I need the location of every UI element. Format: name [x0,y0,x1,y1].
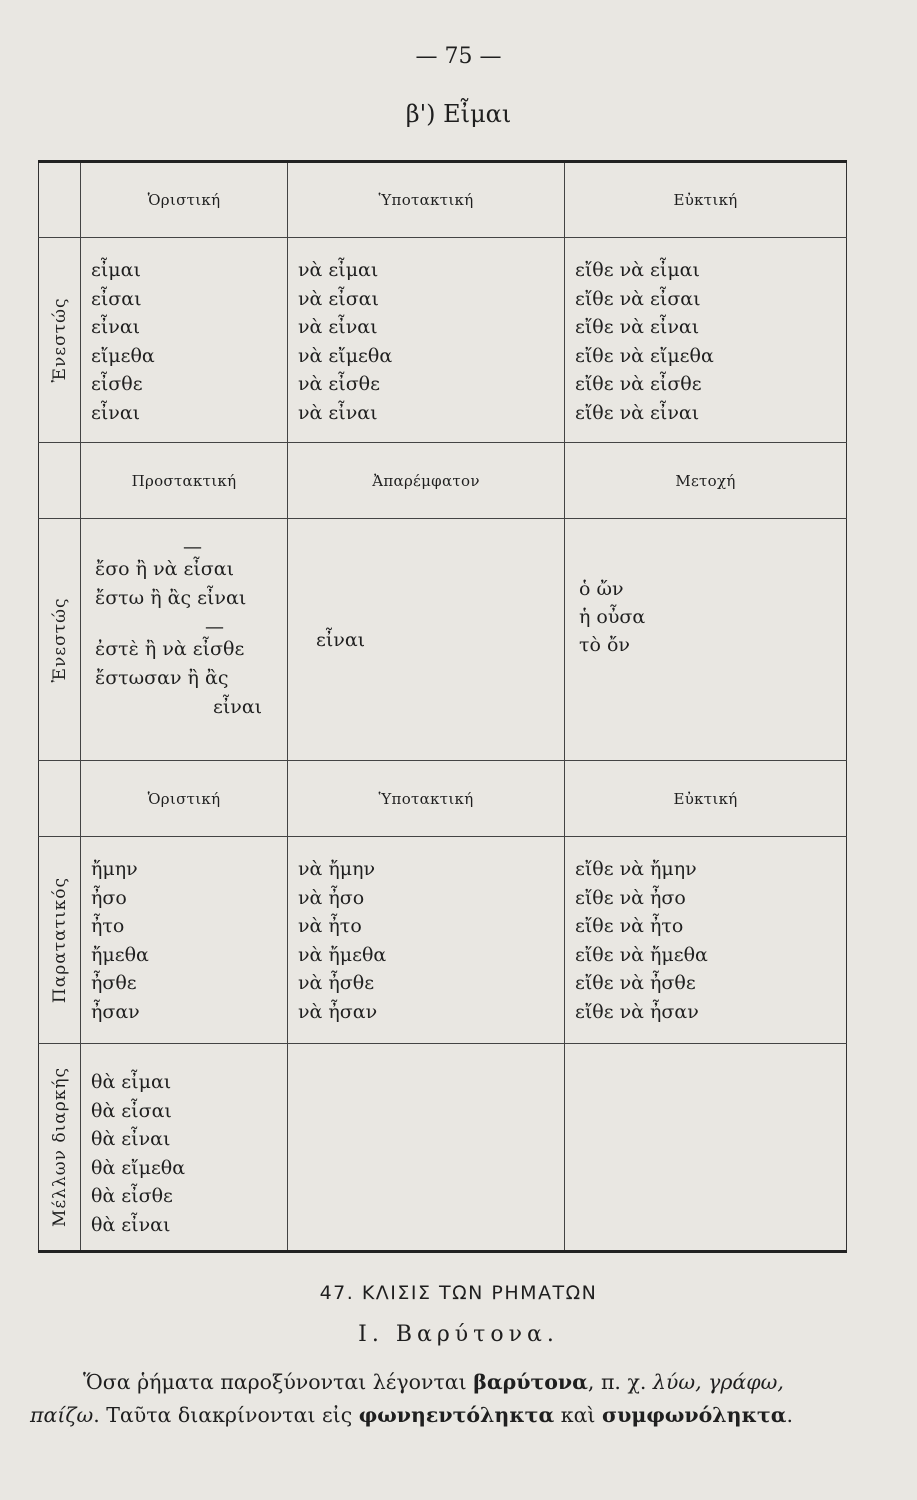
participle-cell [565,519,847,761]
form: ἤμεθα [91,943,149,966]
bold-term: βαρύτονα [473,1370,588,1394]
form: θὰ εἶμαι [91,1071,172,1093]
tense-label: Παρατατικός [39,837,81,1044]
page-number: — 75 — [415,44,502,69]
form: εἴθε νὰ ἦσθε [575,972,696,994]
header-optative: Εὐκτική [565,761,847,837]
form: εἴθε νὰ ἤμεθα [575,943,708,966]
blank-corner [39,443,81,519]
bold-term: φωνηεντόληκτα [358,1403,555,1427]
form: νὰ εἶσθε [298,373,380,395]
form: εἴθε νὰ εἶμαι [575,259,700,281]
header-row-3 [39,761,847,837]
page-title: β') Εἶμαι [405,100,512,128]
form: θὰ εἶσαι [91,1099,172,1122]
imperfect-row [39,837,847,1044]
paragraph-line-1 [38,1366,860,1399]
form: θὰ εἶναι [91,1213,171,1236]
text: . [786,1403,794,1427]
form: νὰ εἶσαι [298,287,379,310]
form: εἴθε νὰ εἶναι [575,401,700,424]
bold-term: συμφωνόληκτα [601,1403,787,1427]
header-imperative: Προστακτική [81,443,288,519]
paragraph-line-2 [30,1399,860,1432]
empty-cell [565,1044,847,1252]
optative-cell [565,837,847,1044]
form: εἴθε νὰ ἦσο [575,886,686,909]
empty-cell [288,1044,565,1252]
form: νὰ ἦτο [298,915,362,937]
form: ἔσο ἢ νὰ εἶσαι [95,558,235,580]
present-row [39,238,847,443]
header-optative: Εὐκτική [565,162,847,238]
form: νὰ εἶναι [298,401,378,424]
header-row-1 [39,162,847,238]
indicative-cell [81,837,288,1044]
header-indicative: Ὁριστική [81,162,288,238]
form: ἤμην [91,858,138,880]
form: εἴμεθα [91,344,155,367]
form: εἴθε νὰ ἦτο [575,915,684,937]
italic-example: παίζω [30,1403,94,1427]
future-continuous-row [39,1044,847,1252]
form: ἦσθε [91,972,137,994]
form: θὰ εἴμεθα [91,1156,186,1179]
form: ἦσο [91,886,127,909]
header-subjunctive: Ὑποτακτική [288,162,565,238]
text: Ὅσα ῥήματα παροξύνονται λέγονται [83,1370,474,1394]
imperative-cell [81,519,288,761]
form: νὰ ἦσο [298,886,365,909]
blank-corner [39,761,81,837]
form: ἔστω ἢ ἂς εἶναι [95,587,247,609]
text: καὶ [554,1403,602,1427]
blank-corner [39,162,81,238]
form: εἴθε νὰ ἤμην [575,858,697,880]
form: ἦτο [91,915,125,937]
header-indicative: Ὁριστική [81,761,288,837]
form: εἴθε νὰ εἶσαι [575,287,701,310]
header-infinitive: Ἀπαρέμφατον [288,443,565,519]
conjugation-table [38,160,847,1253]
header-subjunctive: Ὑποτακτική [288,761,565,837]
subjunctive-cell [288,837,565,1044]
form: νὰ ἤμεθα [298,943,387,966]
infinitive-cell: εἶναι [288,519,565,761]
form: εἶναι [91,401,141,424]
form: νὰ εἶναι [298,316,378,338]
form: εἴθε νὰ εἴμεθα [575,344,714,367]
form: εἴθε νὰ εἶναι [575,316,700,338]
indicative-cell [81,238,288,443]
form: εἴθε νὰ ἦσαν [575,1000,699,1023]
form: εἶναι [91,316,141,338]
optative-cell [565,238,847,443]
form: ἐστὲ ἢ νὰ εἶσθε [95,638,245,660]
dash: — [205,616,224,638]
text: . Ταῦτα διακρίνονται εἰς [93,1403,359,1427]
text: , π. χ. [587,1370,653,1394]
form: τὸ ὄν [579,634,630,656]
dash: — [183,536,202,558]
tense-label: Ἐνεστώς [39,519,81,761]
tense-label: Ἐνεστώς [39,238,81,443]
section-title: 47. ΚΛΙΣΙΣ ΤΩΝ ΡΗΜΑΤΩΝ [319,1282,598,1304]
form: εἴθε νὰ εἶσθε [575,373,702,395]
form: νὰ εἴμεθα [298,344,393,367]
form: ἦσαν [91,1000,140,1023]
form: εἶσαι [91,287,142,310]
form: ἔστωσαν ἢ ἂς [95,667,229,689]
subsection-title: Ι. Βαρύτονα. [358,1322,559,1347]
header-row-2 [39,443,847,519]
paragraph [30,1366,860,1432]
indicative-cell [81,1044,288,1252]
form: νὰ ἦσθε [298,972,375,994]
form: νὰ ἦσαν [298,1000,378,1023]
form: νὰ εἶμαι [298,259,379,281]
form: εἶσθε [91,373,143,395]
form: εἶναι [213,696,263,718]
subjunctive-cell [288,238,565,443]
form: θὰ εἶσθε [91,1185,173,1207]
present-row-2 [39,519,847,761]
header-participle: Μετοχή [565,443,847,519]
form: νὰ ἤμην [298,858,376,880]
form: ἡ οὖσα [579,606,646,628]
form: εἶμαι [91,259,141,281]
italic-example: λύω, γράφω, [652,1370,784,1394]
form: θὰ εἶναι [91,1128,171,1150]
form: ὁ ὤν [579,578,624,600]
tense-label: Μέλλων διαρκής [39,1044,81,1252]
